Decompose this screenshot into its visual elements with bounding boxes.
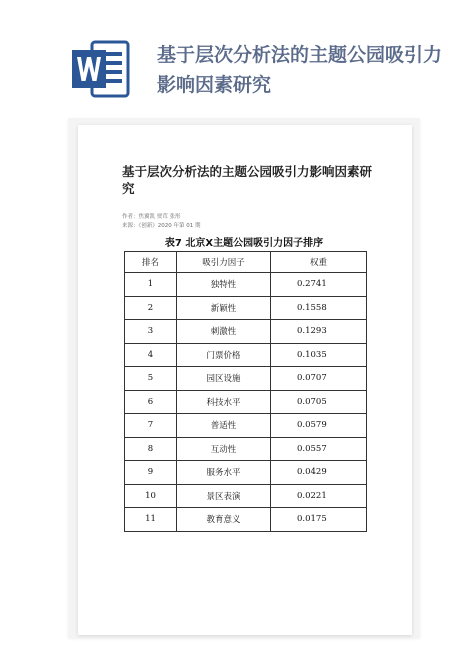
word-document-icon [70,38,132,100]
table-row [125,484,367,508]
factor-cell: 普适性 [177,414,271,438]
factor-cell: 刺激性 [177,320,271,344]
header-weight: 权重 [271,252,367,273]
table-row [125,367,367,391]
factor-cell: 园区设施 [177,367,271,391]
factor-cell: 科技水平 [177,390,271,414]
document-source: 来源：《创新》2020 年第 01 期 [122,223,201,229]
weight-cell: 0.1293 [271,320,367,344]
factor-cell: 门票价格 [177,343,271,367]
weight-cell: 0.0429 [271,461,367,485]
rank-cell: 6 [125,390,177,414]
table-row [125,273,367,297]
rank-cell: 3 [125,320,177,344]
table-row [125,390,367,414]
table-row [125,414,367,438]
factor-cell: 新颖性 [177,296,271,320]
rank-cell: 2 [125,296,177,320]
weight-cell: 0.0705 [271,390,367,414]
table-row [125,320,367,344]
rank-cell: 9 [125,461,177,485]
factor-cell: 教育意义 [177,508,271,532]
rank-cell: 1 [125,273,177,297]
factor-cell: 独特性 [177,273,271,297]
table-header-row [125,252,367,273]
weight-cell: 0.0707 [271,367,367,391]
rank-cell: 5 [125,367,177,391]
weight-cell: 0.1035 [271,343,367,367]
table-row [125,343,367,367]
document-authors: 作者：焦翼凯 贾茸 张彤 [122,214,181,220]
weight-cell: 0.0579 [271,414,367,438]
weight-cell: 0.2741 [271,273,367,297]
factor-cell: 互动性 [177,437,271,461]
header-title: 基于层次分析法的主题公园吸引力影响因素研究 [157,44,443,96]
table-row [125,437,367,461]
table-row [125,508,367,532]
table-row [125,461,367,485]
table-row [125,296,367,320]
document-title: 基于层次分析法的主题公园吸引力影响因素研究 [122,164,373,196]
header-rank: 排名 [125,252,177,273]
factor-cell: 服务水平 [177,461,271,485]
weight-cell: 0.0221 [271,484,367,508]
document-page [78,125,412,635]
weight-cell: 0.1558 [271,296,367,320]
rank-cell: 8 [125,437,177,461]
weight-cell: 0.0175 [271,508,367,532]
weight-cell: 0.0557 [271,437,367,461]
factor-cell: 景区表演 [177,484,271,508]
rank-cell: 10 [125,484,177,508]
header-factor: 吸引力因子 [177,252,271,273]
table-caption: 表7 北京X主题公园吸引力因子排序 [164,238,324,249]
rank-cell: 4 [125,343,177,367]
rank-cell: 11 [125,508,177,532]
page-header [0,0,474,120]
factor-ranking-table [124,251,367,532]
rank-cell: 7 [125,414,177,438]
